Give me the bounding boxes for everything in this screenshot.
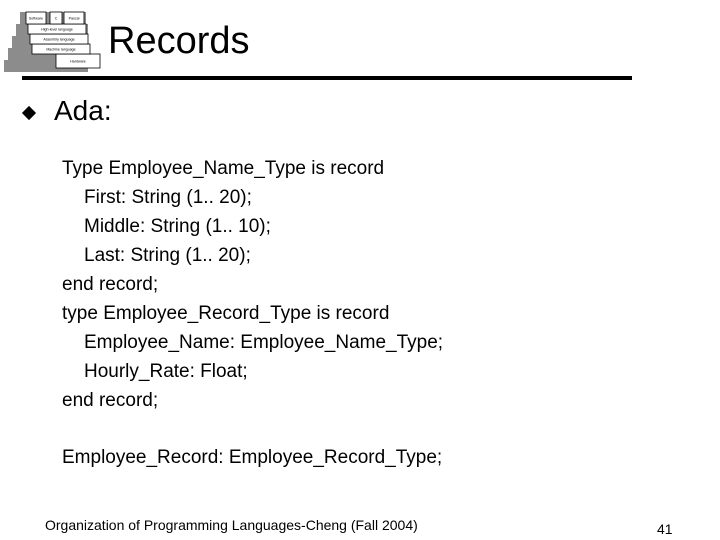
diamond-bullet-icon <box>22 106 36 120</box>
slide-footer: Organization of Programming Languages-Cheng (Fall 2004) <box>45 517 418 533</box>
code-line: Hourly_Rate: Float; <box>84 361 248 382</box>
logo-label: Software <box>28 16 44 21</box>
code-line: Last: String (1.. 20); <box>84 245 251 266</box>
logo-label: Hardware <box>70 59 86 64</box>
code-line: First: String (1.. 20); <box>84 187 252 208</box>
code-line: Middle: String (1.. 10); <box>84 216 271 237</box>
code-line: end record; <box>62 274 159 295</box>
language-levels-stack-icon <box>4 4 102 74</box>
code-line: end record; <box>62 390 159 411</box>
bullet-text: Ada: <box>54 95 112 126</box>
logo-label: Assembly language <box>43 37 75 42</box>
title-rule <box>22 76 632 80</box>
code-block <box>62 154 443 415</box>
logo-label: Pascal <box>68 16 80 21</box>
code-line: Employee_Name: Employee_Name_Type; <box>84 332 444 353</box>
code-line: Type Employee_Name_Type is record <box>62 158 385 179</box>
declaration-line: Employee_Record: Employee_Record_Type; <box>62 447 443 468</box>
logo-label: High-level language <box>41 27 73 32</box>
logo-label: C <box>54 16 58 21</box>
slide-title: Records <box>108 20 250 62</box>
logo-label: Machine language <box>46 47 76 52</box>
page-number: 41 <box>657 521 673 537</box>
code-line: type Employee_Record_Type is record <box>62 303 390 324</box>
